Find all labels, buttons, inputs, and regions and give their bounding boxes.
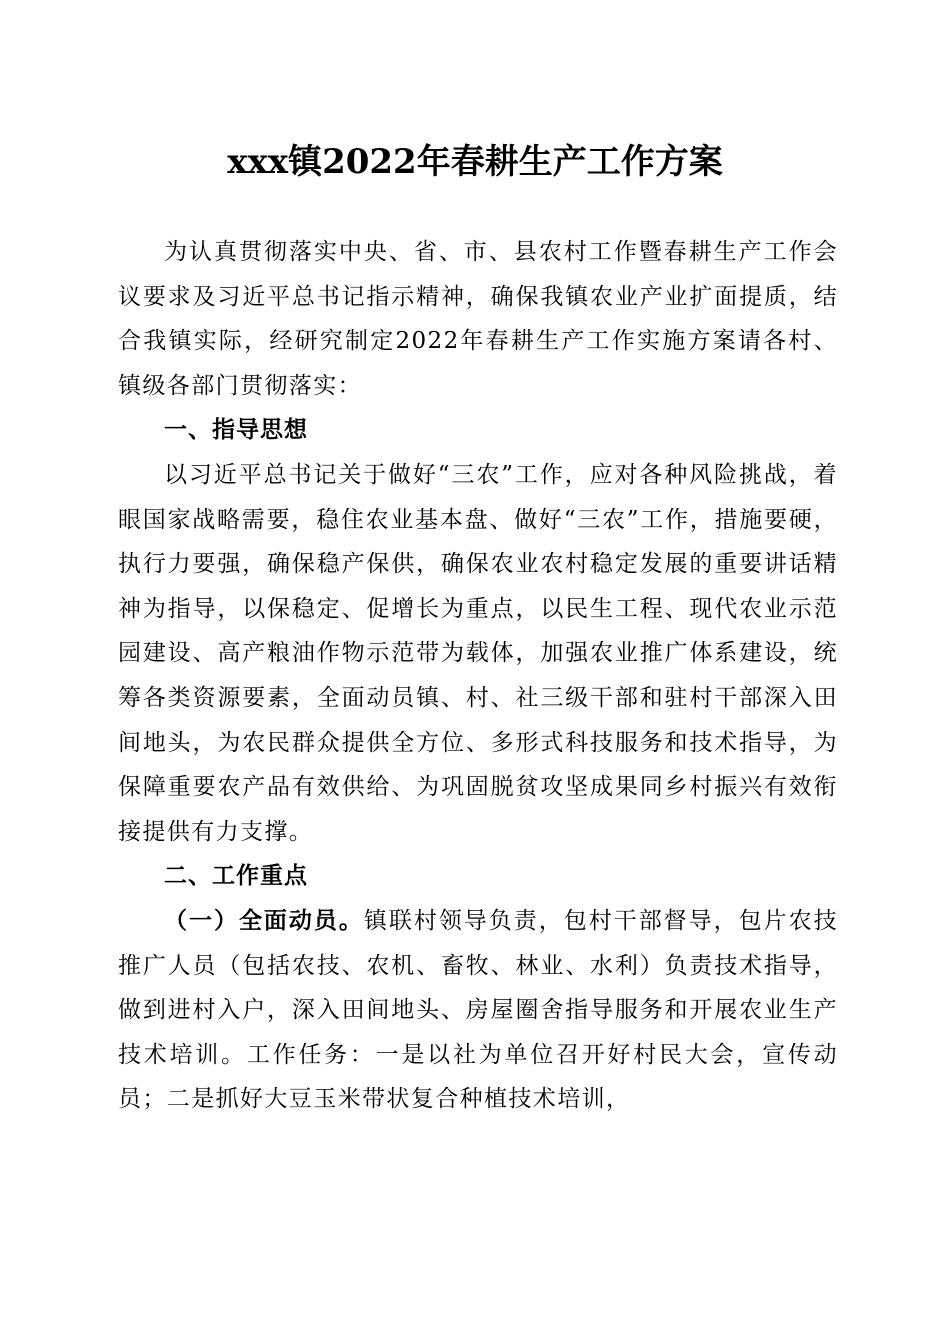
work-focus-item-1-text: 镇联村领导负责，包村干部督导，包片农技推广人员（包括农技、农机、畜牧、林业、水利）负责技术指导，做到进村入户，深入田间地头、房屋圈舍指导服务和开展农业生产技术培训。工作任务：一是以社为单位召开好村民大会，宣传动员；二是抓好大豆玉米带状复合种植技术培训， [118,907,838,1113]
section-heading-work-focus: 二、工作重点 [164,863,308,890]
intro-paragraph: 为认真贯彻落实中央、省、市、县农村工作暨春耕生产工作会议要求及习近平总书记指示精神，确保我镇农业产业扩面提质，结合我镇实际，经研究制定2022年春耕生产工作实施方案请各村、镇级各部门贯彻落实： [118,239,838,399]
document-body [118,230,838,1122]
work-focus-item-1-lead: （一）全面动员。 [164,906,364,934]
guiding-ideology-paragraph: 以习近平总书记关于做好“三农”工作，应对各种风险挑战，着眼国家战略需要，稳住农业基本盘、做好“三农”工作，措施要硬，执行力要强，确保稳产保供，确保农业农村稳定发展的重要讲话精神为指导，以保稳定、促增长为重点，以民生工程、现代农业示范园建设、高产粮油作物示范带为载体，加强农业推广体系建设，统筹各类资源要素，全面动员镇、村、社三级干部和驻村干部深入田间地头，为农民群众提供全方位、多形式科技服务和技术指导，为保障重要农产品有效供给、为巩固脱贫攻坚成果同乡村振兴有效衔接提供有力支撑。 [118,461,838,845]
section-heading-guiding-ideology: 一、指导思想 [164,417,308,444]
work-focus-item-1-paragraph [118,899,838,1122]
document-title: xxx镇2022年春耕生产工作方案 [227,142,723,182]
